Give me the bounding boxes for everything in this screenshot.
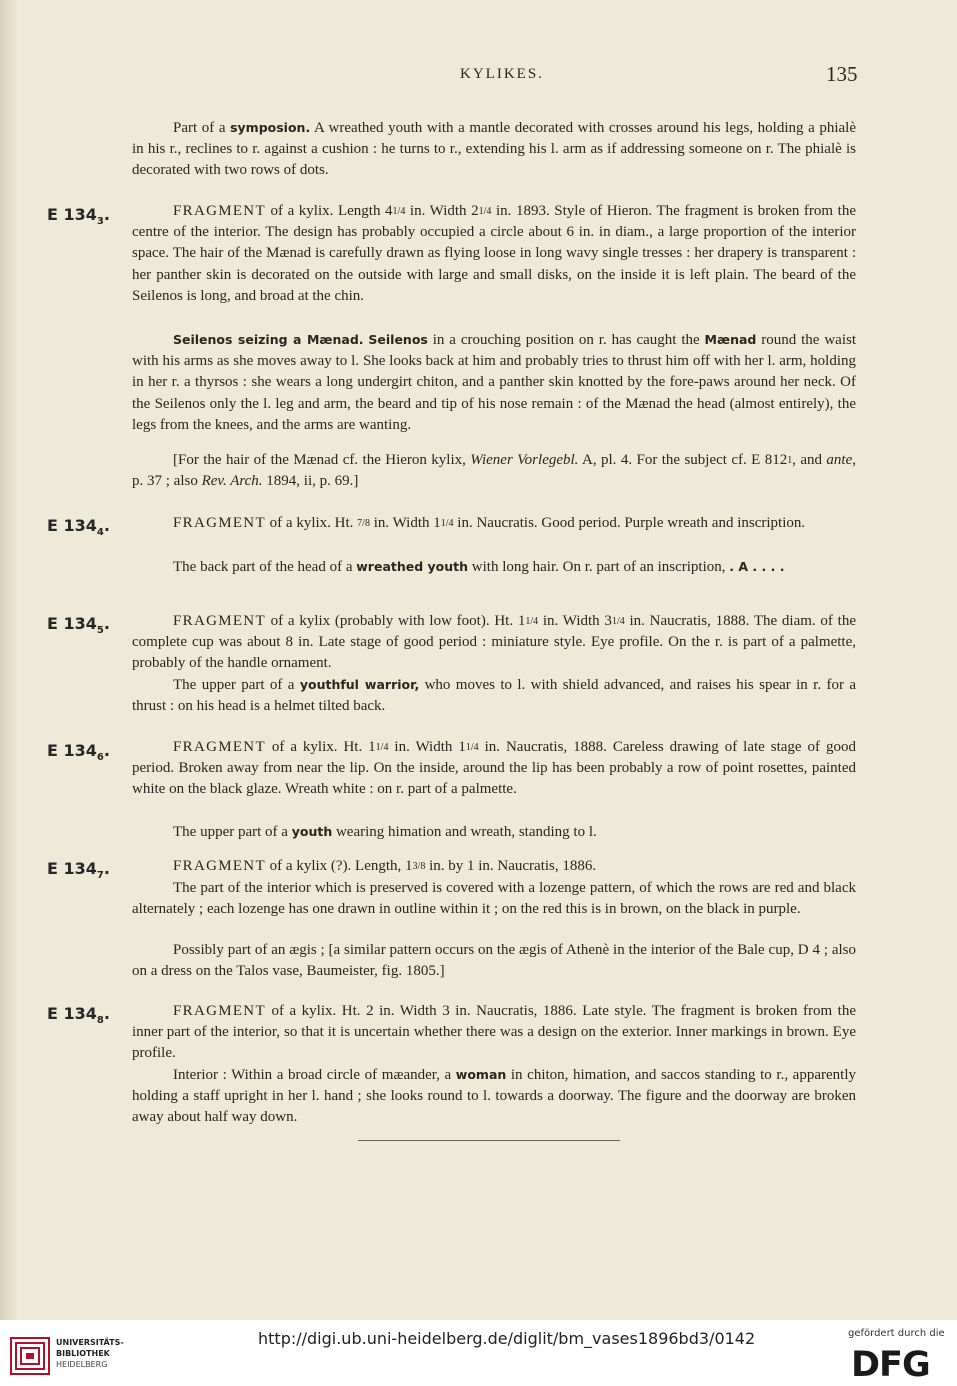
entry-e134-4-subject: The back part of the head of a wreathed youth with long hair. On r. part of an inscription, . A . . . . <box>173 559 785 575</box>
entry-label-e134-4: E $134_4$. <box>47 516 110 539</box>
entry-e134-6-subject: The upper part of a youth wearing himation and wreath, standing to l. <box>173 824 597 840</box>
entry-e134-4-description: FRAGMENT of a kylix. Ht. 7/8 in. Width 11/4 in. Naucratis. Good period. Purple wreath and inscription. <box>173 515 806 531</box>
end-rule <box>358 1140 620 1141</box>
entry-e134-7-note: Possibly part of an ægis ; [a similar pattern occurs on the ægis of Athenè in the interior of the Bale cup, D 4 ; also on a dress on the Talos vase, Baumeister, fig. 1805.] <box>132 942 856 980</box>
university-library-name: UNIVERSITÄTS- BIBLIOTHEK HEIDELBERG <box>56 1338 124 1369</box>
dfg-logo: DFG <box>851 1345 930 1385</box>
entry-e134-5-subject: The upper part of a youthful warrior, who moves to l. with shield advanced, and raises his spear in r. for a thrust : on his head is a helmet tilted back. <box>132 677 856 715</box>
intro-paragraph: Part of a symposion. A wreathed youth with a mantle decorated with crosses around his legs, holding a phialè in his r., reclines to r. against a cushion : he turns to r., extending his l. arm as if addressing someone on r. The phialè is decorated with two rows of dots. <box>132 120 856 179</box>
running-head <box>0 64 957 94</box>
entry-e134-7-description: FRAGMENT of a kylix (?). Length, 13/8 in. by 1 in. Naucratis, 1886. <box>173 858 597 874</box>
university-library-logo-icon <box>10 1337 50 1375</box>
viewer-footer <box>0 1320 957 1386</box>
entry-e134-3-description: FRAGMENT of a kylix. Length 41/4 in. Width 21/4 in. 1893. Style of Hieron. The fragment is broken from the centre of the interior. The design has probably occupied a circle about 6 in. in diam., a large proportion of the interior space. The hair of the Mænad is carefully drawn as flying loose in long wavy single tresses : her drapery is transparent : her panther skin is decorated on the outside with large and small disks, on the inside it is left plain. The beard of the Seilenos is long, and broad at the chin. <box>132 203 856 304</box>
permalink-url[interactable]: http://digi.ub.uni-heidelberg.de/diglit/bm_vases1896bd3/0142 <box>258 1329 756 1348</box>
subject-symposion: symposion. <box>230 120 311 135</box>
entry-e134-3-references: [For the hair of the Mænad cf. the Hieron kylix, Wiener Vorlegebl. A, pl. 4. For the subject cf. E $812_1$, and ante, p. 37 ; also Rev. Arch. 1894, ii, p. 69.] <box>132 452 856 490</box>
entry-label-e134-3: E $134_3$. <box>47 205 110 228</box>
entry-e134-3-subject: Seilenos seizing a Mænad. Seilenos in a crouching position on r. has caught the Mænad round the waist with his arms as she moves away to l. She looks back at him and probably tries to thrust him off with her l. arm, holding in her r. a thyrsos : she wears a long undergirt chiton, and a panther skin knotted by the fore-paws around her neck. Of the Seilenos only the l. leg and arm, the beard and tip of his nose remain : of the Mænad the head (almost entirely), the legs from the knees, and the arms are wanting. <box>132 332 856 433</box>
page-gutter <box>0 0 18 1320</box>
entry-e134-6-description: FRAGMENT of a kylix. Ht. 11/4 in. Width 11/4 in. Naucratis, 1888. Careless drawing of late stage of good period. Broken away from near the lip. On the inside, around the lip has been probably a row of point rosettes, painted white on the black glaze. Wreath white : on r. part of a palmette. <box>132 739 856 798</box>
page-number: 135 <box>826 62 858 86</box>
funding-note: gefördert durch die <box>848 1328 945 1339</box>
entry-label-e134-5: E $134_5$. <box>47 614 110 637</box>
entry-e134-8-description: FRAGMENT of a kylix. Ht. 2 in. Width 3 in. Naucratis, 1886. Late style. The fragment is broken from the inner part of the interior, so that it is uncertain whether there was a design on the exterior. Inner markings in brown. Eye profile. <box>132 1003 856 1062</box>
entry-e134-7-subject: The part of the interior which is preserved is covered with a lozenge pattern, of which the rows are red and black alternately ; each lozenge has one drawn in outline within it ; on the red this is in brown, on the black in purple. <box>132 880 856 918</box>
entry-e134-5-description: FRAGMENT of a kylix (probably with low foot). Ht. 11/4 in. Width 31/4 in. Naucratis, 1888. The diam. of the complete cup was about 8 in. Late stage of good period : miniature style. Eye profile. On the r. is part of a palmette, probably of the handle ornament. <box>132 613 856 672</box>
entry-e134-8-subject: Interior : Within a broad circle of mæander, a woman in chiton, himation, and saccos standing to r., apparently holding a staff upright in her l. hand ; she looks round to l. towards a doorway. The figure and the doorway are broken away about half way down. <box>132 1067 856 1126</box>
entry-label-e134-8: E $134_8$. <box>47 1004 110 1027</box>
running-title: KYLIKES. <box>460 66 544 82</box>
entry-label-e134-6: E $134_6$. <box>47 741 110 764</box>
entry-label-e134-7: E $134_7$. <box>47 859 110 882</box>
